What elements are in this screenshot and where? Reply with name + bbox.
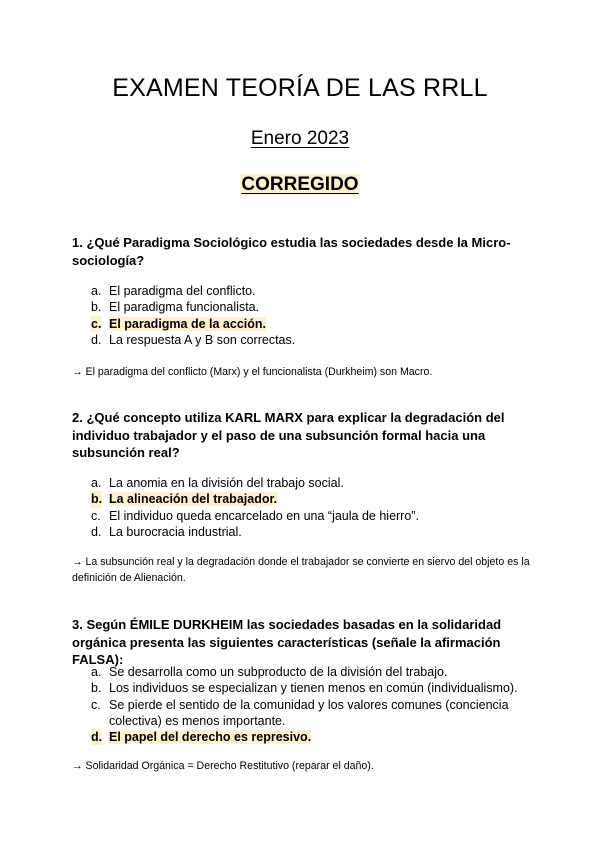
exam-title: EXAMEN TEORÍA DE LAS RRLL <box>112 74 488 102</box>
option-letter: c. <box>91 508 101 523</box>
option-text: La alineación del trabajador. <box>109 492 278 507</box>
question-1: 1. ¿Qué Paradigma Sociológico estudia las sociedades desde la Micro-sociología? <box>72 235 511 268</box>
option-letter: a. <box>91 284 102 298</box>
option-letter: c. <box>91 316 102 331</box>
option-text: Se pierde el sentido de la comunidad y los valores comunes (conciencia colectiva) es menos importante. <box>109 697 509 728</box>
question-3: 3. Según ÉMILE DURKHEIM las sociedades basadas en la solidaridad orgánica presenta las siguientes características (señale la afirmación FALSA): <box>72 617 502 667</box>
option-text: El paradigma del conflicto. <box>109 284 256 298</box>
option-letter: d. <box>91 524 102 539</box>
option-letter: a. <box>91 665 102 679</box>
option-2d <box>91 524 531 540</box>
option-text: El paradigma de la acción. <box>109 316 267 331</box>
option-text: La burocracia industrial. <box>109 524 242 539</box>
option-1b <box>91 299 531 315</box>
option-text: El individuo queda encarcelado en una “jaula de hierro”. <box>109 508 419 523</box>
question-3-note: → Solidaridad Orgánica = Derecho Restitutivo (reparar el daño). <box>72 760 374 772</box>
option-letter: b. <box>91 492 103 507</box>
option-text: El paradigma funcionalista. <box>109 300 260 315</box>
question-2-note: → La subsunción real y la degradación donde el trabajador se convierte en siervo del objeto es la definición de Alienación. <box>72 556 530 584</box>
option-letter: d. <box>91 332 102 347</box>
option-3d-correct <box>91 729 531 745</box>
option-3a <box>91 664 531 680</box>
option-letter: a. <box>91 476 102 490</box>
option-letter: b. <box>91 300 102 315</box>
option-text: Los individuos se especializan y tienen menos en común (individualismo). <box>109 681 518 696</box>
option-1a <box>91 283 531 299</box>
option-3b <box>91 680 531 696</box>
option-3c <box>91 697 531 730</box>
option-letter: c. <box>91 697 101 712</box>
option-letter: b. <box>91 681 102 696</box>
option-2a <box>91 475 531 491</box>
option-1c-correct <box>91 316 531 332</box>
option-text: La anomia en la división del trabajo social. <box>109 476 344 490</box>
question-1-note: → El paradigma del conflicto (Marx) y el funcionalista (Durkheim) son Macro. <box>72 366 433 378</box>
question-3-options <box>91 664 531 745</box>
exam-date <box>0 128 600 150</box>
option-text: El papel del derecho es represivo. <box>109 730 312 745</box>
option-2c <box>91 508 531 524</box>
question-2-options <box>91 475 531 540</box>
corrected-label-text: CORREGIDO <box>241 174 359 195</box>
option-2b-correct <box>91 491 531 507</box>
question-2: 2. ¿Qué concepto utiliza KARL MARX para explicar la degradación del individuo trabajador y el paso de una subsunción formal hacia una subsunción real? <box>72 410 505 460</box>
option-letter: d. <box>91 730 103 745</box>
option-1d <box>91 332 531 348</box>
option-text: La respuesta A y B son correctas. <box>109 332 296 347</box>
exam-date-text: Enero 2023 <box>250 128 350 149</box>
option-text: Se desarrolla como un subproducto de la división del trabajo. <box>109 665 448 679</box>
question-1-options <box>91 283 531 348</box>
corrected-label <box>0 174 600 196</box>
